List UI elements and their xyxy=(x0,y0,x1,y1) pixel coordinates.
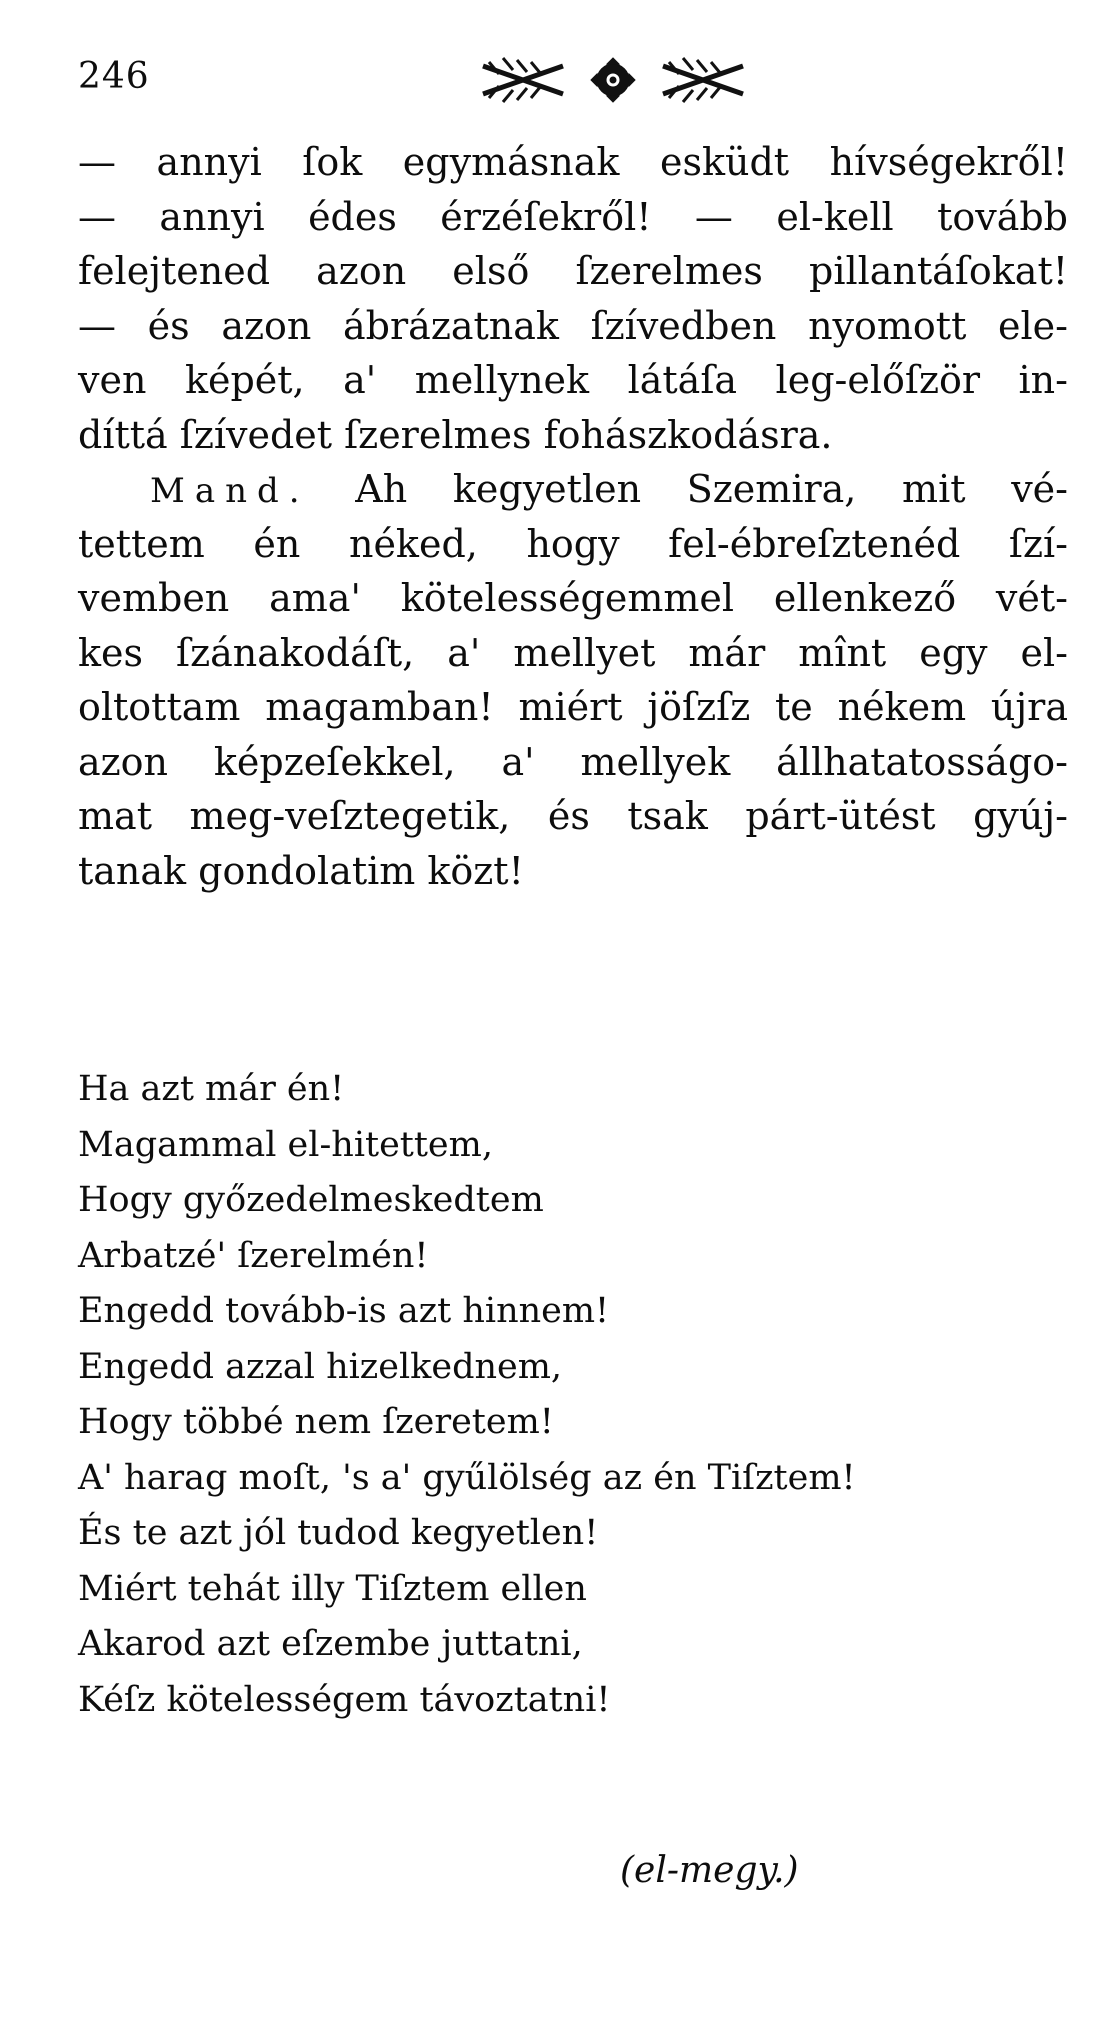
floral-ornament-icon xyxy=(448,50,778,110)
prose-line: — annyi ſok egymásnak esküdt hívségekről! xyxy=(78,140,1068,184)
speech-line: oltottam magamban! miért jöſzſz te nékem újra xyxy=(78,685,1068,729)
prose-line: ven képét, a' mellynek látáſa leg-előſzör in- xyxy=(78,358,1068,402)
verse-line: Hogy győzedelmeskedtem xyxy=(78,1180,544,1220)
verse-block xyxy=(78,1062,1068,1728)
stage-direction: (el-megy.) xyxy=(620,1850,799,1891)
prose-line: felejtened azon első ſzerelmes pillantáſokat! xyxy=(78,249,1068,293)
speech-line: tanak gondolatim közt! xyxy=(78,848,524,893)
page-header xyxy=(78,50,1078,110)
prose-line: — annyi édes érzéſekről! — el-kell tovább xyxy=(78,194,1068,239)
verse-line: Miért tehát illy Tiſztem ellen xyxy=(78,1568,587,1609)
verse-line: Arbatzé' ſzerelmén! xyxy=(78,1235,429,1276)
verse-line: Hogy többé nem ſzeretem! xyxy=(78,1402,554,1442)
verse-line: És te azt jól tudod kegyetlen! xyxy=(78,1513,599,1553)
verse-line: Ha azt már én! xyxy=(78,1069,345,1109)
prose-line: díttá ſzívedet ſzerelmes fohászkodásra. xyxy=(78,412,833,457)
speech-text: Ah kegyetlen Szemira, mit vé- xyxy=(355,467,1068,511)
prose-line: — és azon ábrázatnak ſzívedben nyomott ele- xyxy=(78,303,1068,348)
verse-line: A' harag moſt, 's a' gyűlölség az én Tiſztem! xyxy=(78,1457,856,1498)
verse-line: Magammal el-hitettem, xyxy=(78,1124,493,1165)
speaker-name: Mand. xyxy=(150,471,310,511)
prose-block xyxy=(78,135,1068,898)
page-number: 246 xyxy=(78,56,150,97)
verse-line: Akarod azt eſzembe juttatni, xyxy=(78,1624,583,1664)
verse-line: Engedd azzal hizelkednem, xyxy=(78,1346,563,1387)
speech-line: tettem én néked, hogy fel-ébreſztenéd ſzí- xyxy=(78,521,1068,566)
speech-line: mat meg-veſztegetik, és tsak párt-ütést gyúj- xyxy=(78,794,1068,838)
speech-line: vemben ama' kötelességemmel ellenkező vét- xyxy=(78,576,1068,620)
verse-line: Kéſz kötelességem távoztatni! xyxy=(78,1679,611,1720)
speech-first-line xyxy=(78,462,1068,517)
speech-line: kes ſzánakodáſt, a' mellyet már mînt egy el- xyxy=(78,630,1068,675)
verse-line: Engedd tovább-is azt hinnem! xyxy=(78,1291,610,1331)
speech-line: azon képzeſekkel, a' mellyek állhatatosságo- xyxy=(78,739,1068,784)
